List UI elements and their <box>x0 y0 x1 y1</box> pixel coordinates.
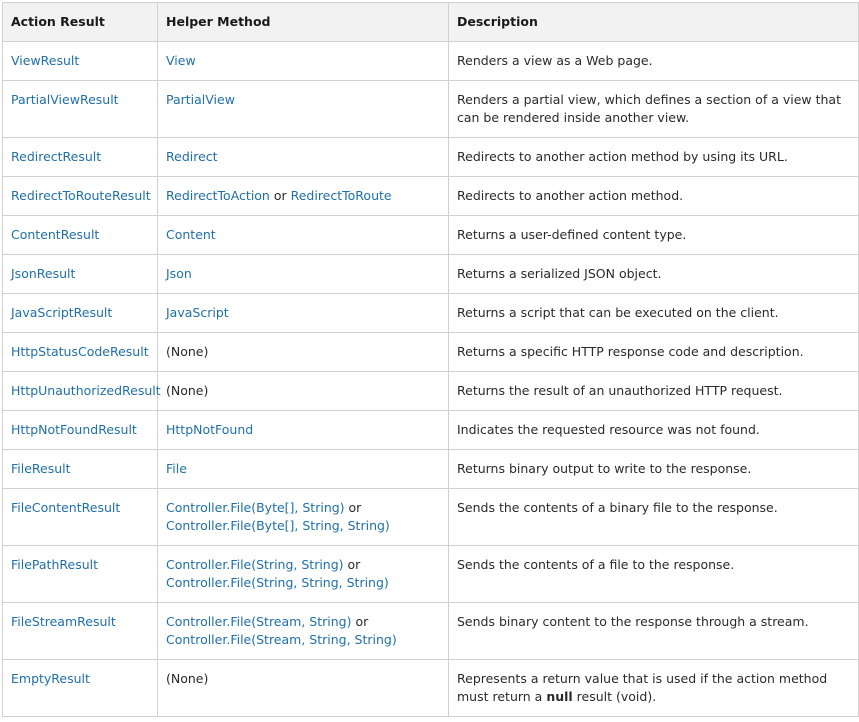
description-keyword: null <box>546 689 573 704</box>
helper-method-link[interactable]: JavaScript <box>166 305 229 320</box>
action-result-link[interactable]: FileStreamResult <box>11 614 116 629</box>
table-row <box>3 216 859 255</box>
table-header-row <box>3 3 859 42</box>
action-result-cell <box>3 138 158 177</box>
helper-method-link[interactable]: Controller.File(String, String) <box>166 557 344 572</box>
description-text: Redirects to another action method. <box>457 188 684 203</box>
description-cell <box>449 42 859 81</box>
description-cell <box>449 450 859 489</box>
action-result-link[interactable]: FileContentResult <box>11 500 121 515</box>
helper-method-link[interactable]: Controller.File(Stream, String) <box>166 614 352 629</box>
header-action-result: Action Result <box>3 3 158 42</box>
helper-method-link[interactable]: RedirectToAction <box>166 188 270 203</box>
description-cell <box>449 255 859 294</box>
helper-method-text: (None) <box>166 383 209 398</box>
table-row <box>3 489 859 546</box>
helper-method-link[interactable]: PartialView <box>166 92 235 107</box>
description-cell <box>449 177 859 216</box>
description-cell <box>449 372 859 411</box>
helper-method-cell <box>158 81 449 138</box>
description-text: Returns a user-defined content type. <box>457 227 687 242</box>
action-result-cell <box>3 660 158 717</box>
description-text: result (void). <box>572 689 657 704</box>
action-result-cell <box>3 42 158 81</box>
description-text: Represents a return value that is used if the action method must return a <box>457 671 828 704</box>
action-result-cell <box>3 372 161 411</box>
action-result-link[interactable]: FileResult <box>11 461 71 476</box>
description-text: Sends the contents of a file to the response. <box>457 557 735 572</box>
description-text: Returns a script that can be executed on the client. <box>457 305 779 320</box>
table-row <box>3 603 859 660</box>
helper-method-text: (None) <box>166 344 209 359</box>
action-result-link[interactable]: JavaScriptResult <box>11 305 113 320</box>
helper-method-link[interactable]: Redirect <box>166 149 218 164</box>
description-cell <box>449 333 859 372</box>
action-result-cell <box>3 411 158 450</box>
header-description: Description <box>449 3 859 42</box>
description-text: Sends the contents of a binary file to the response. <box>457 500 778 515</box>
table-row <box>3 450 859 489</box>
table-row <box>3 255 859 294</box>
description-text: Renders a view as a Web page. <box>457 53 653 68</box>
helper-method-link[interactable]: View <box>166 53 196 68</box>
helper-method-text: or <box>269 188 291 203</box>
description-cell <box>449 81 859 138</box>
helper-method-cell <box>158 411 449 450</box>
action-result-link[interactable]: ViewResult <box>11 53 80 68</box>
description-cell <box>449 411 859 450</box>
action-result-link[interactable]: JsonResult <box>11 266 76 281</box>
helper-method-cell <box>158 255 449 294</box>
description-text: Returns a serialized JSON object. <box>457 266 662 281</box>
action-result-cell <box>3 177 158 216</box>
action-result-cell <box>3 81 158 138</box>
header-helper-method: Helper Method <box>158 3 449 42</box>
description-cell <box>449 660 859 717</box>
action-result-cell <box>3 489 158 546</box>
table-row <box>3 81 859 138</box>
helper-method-cell <box>158 660 449 717</box>
description-text: Indicates the requested resource was not found. <box>457 422 760 437</box>
action-result-link[interactable]: RedirectResult <box>11 149 102 164</box>
helper-method-cell <box>158 450 449 489</box>
action-result-link[interactable]: EmptyResult <box>11 671 90 686</box>
action-result-cell <box>3 603 158 660</box>
helper-method-cell <box>158 603 449 660</box>
table-row <box>3 294 859 333</box>
helper-method-link[interactable]: Json <box>166 266 192 281</box>
description-text: Returns the result of an unauthorized HTTP request. <box>457 383 783 398</box>
helper-method-cell <box>158 333 449 372</box>
table-row <box>3 177 859 216</box>
helper-method-link[interactable]: Content <box>166 227 216 242</box>
helper-method-text: or <box>351 614 369 629</box>
action-result-cell <box>3 294 158 333</box>
table-row <box>3 660 859 717</box>
helper-method-link[interactable]: Controller.File(Stream, String, String) <box>166 632 397 647</box>
description-cell <box>449 489 859 546</box>
action-result-link[interactable]: HttpUnauthorizedResult <box>11 383 161 398</box>
action-result-cell <box>3 546 158 603</box>
helper-method-text: or <box>344 500 362 515</box>
description-cell <box>449 138 859 177</box>
description-cell <box>449 294 859 333</box>
helper-method-link[interactable]: Controller.File(String, String, String) <box>166 575 389 590</box>
action-result-link[interactable]: ContentResult <box>11 227 100 242</box>
table-row <box>3 372 859 411</box>
description-text: Sends binary content to the response through a stream. <box>457 614 809 629</box>
helper-method-cell <box>158 294 449 333</box>
action-result-link[interactable]: RedirectToRouteResult <box>11 188 151 203</box>
table-row <box>3 42 859 81</box>
description-cell <box>449 216 859 255</box>
action-result-cell <box>3 216 158 255</box>
action-result-cell <box>3 450 158 489</box>
helper-method-link[interactable]: File <box>166 461 187 476</box>
description-cell <box>449 603 859 660</box>
table-row <box>3 411 859 450</box>
description-text: Returns binary output to write to the response. <box>457 461 752 476</box>
helper-method-cell <box>158 138 449 177</box>
description-cell <box>449 546 859 603</box>
action-results-table <box>2 2 859 717</box>
helper-method-link[interactable]: Controller.File(Byte[], String, String) <box>166 518 390 533</box>
action-result-cell <box>3 255 158 294</box>
helper-method-cell <box>158 489 449 546</box>
helper-method-cell <box>158 177 449 216</box>
action-result-link[interactable]: HttpStatusCodeResult <box>11 344 149 359</box>
table-row <box>3 138 859 177</box>
action-result-cell <box>3 333 158 372</box>
description-text: Returns a specific HTTP response code and description. <box>457 344 804 359</box>
helper-method-text: or <box>343 557 361 572</box>
action-result-link[interactable]: FilePathResult <box>11 557 98 572</box>
table-row <box>3 546 859 603</box>
helper-method-link[interactable]: Controller.File(Byte[], String) <box>166 500 345 515</box>
action-result-link[interactable]: HttpNotFoundResult <box>11 422 137 437</box>
helper-method-cell <box>158 372 449 411</box>
helper-method-cell <box>158 216 449 255</box>
helper-method-link[interactable]: RedirectToRoute <box>290 188 392 203</box>
table-row <box>3 333 859 372</box>
description-text: Renders a partial view, which defines a section of a view that can be rendered inside another view. <box>457 92 841 125</box>
helper-method-text: (None) <box>166 671 209 686</box>
description-text: Redirects to another action method by using its URL. <box>457 149 788 164</box>
helper-method-cell <box>158 546 449 603</box>
helper-method-cell <box>158 42 449 81</box>
action-result-link[interactable]: PartialViewResult <box>11 92 119 107</box>
helper-method-link[interactable]: HttpNotFound <box>166 422 254 437</box>
